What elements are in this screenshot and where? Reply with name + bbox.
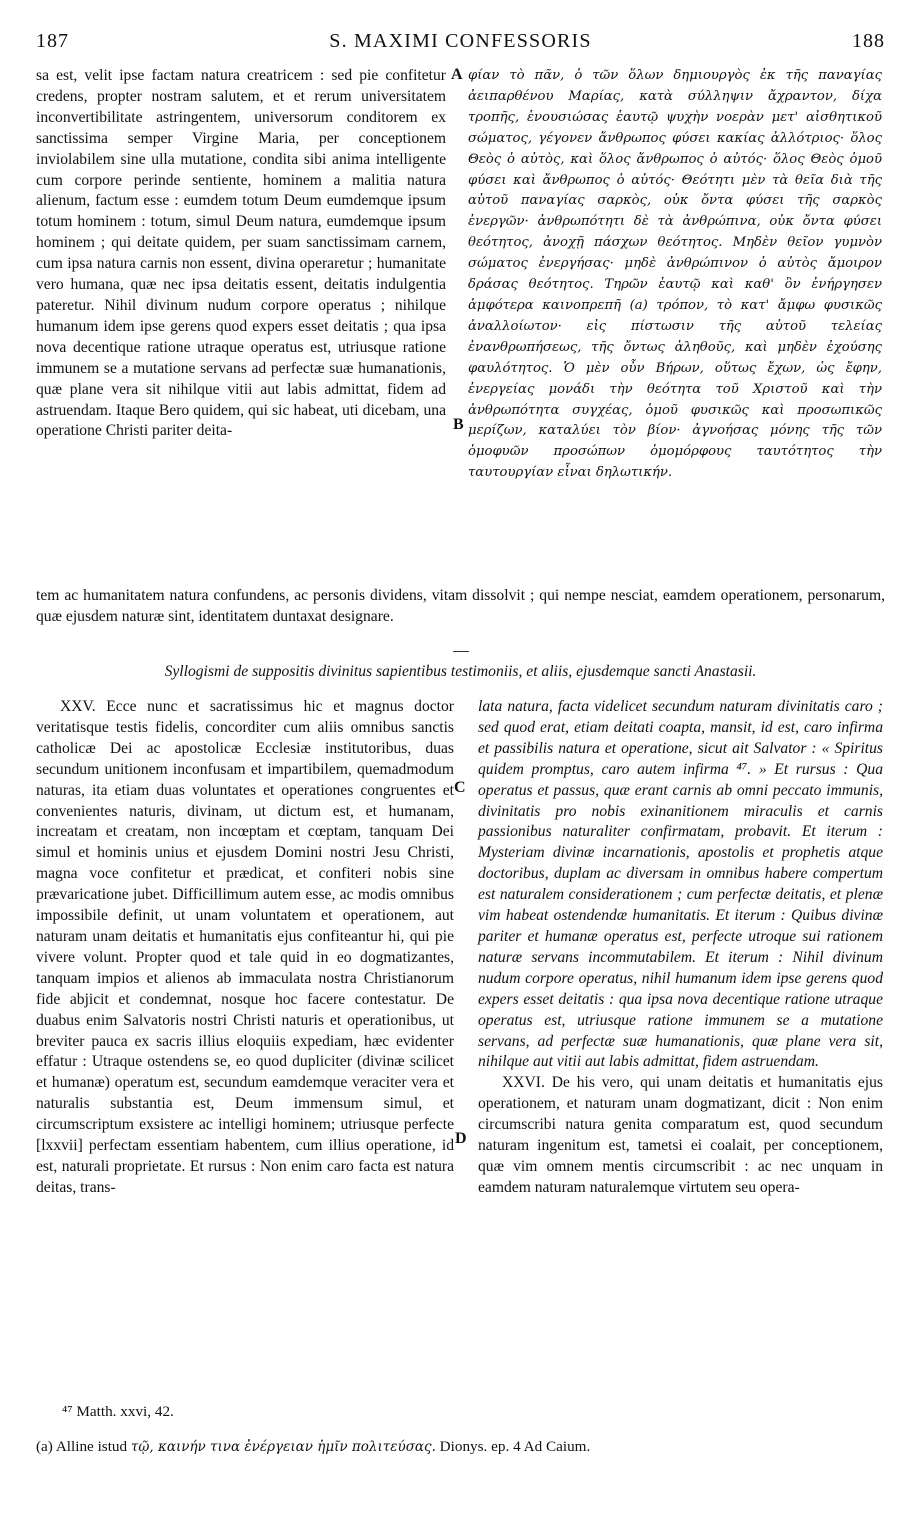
margin-marker-b: B xyxy=(453,416,464,433)
greek-column-top xyxy=(468,66,882,484)
footnote-a-prefix: (a) Alline istud xyxy=(36,1438,128,1455)
lower-left-column xyxy=(36,697,454,1199)
paragraph-xxv-continued: lata natura, facta videlicet secundum naturam divinitatis caro ; sed quod erat, etiam deitati coapta, mansit, id est, caro infirma et passibilis natura et operatione, sicut ait Salvator : « Spiritus quidem promptus, caro autem infirma ⁴⁷. » Et rursus : Qua operatus et passus, quæ erant carnis ab omni peccato immunis, divinitatis pro nobis exinanitionem miraculis et carnis passionibus naturaliter confirmatam, probavit. Et iterum : Mysteriam divinæ incarnationis, apostolis et prophetis atque doctoribus, duplam ac diversam in omnibus habere compertum est naturalem considerationem ; cum perfectæ deitatis, et plenæ vim habeat ostendendæ humanitatis. Et iterum : Quibus divinæ pariter et humanæ operatus est, perfecte utroque sui rationem naturæ servans incommutabilem. Et iterum : Nihil divinum nudum corpore operatus, nihil humanum idem ipse gerens quod expers esset deitatis : qua ipsa nova decentique ratione utraque operatus est, utriusque ratione immunem se a mutatione servans, ad perfectæ suæ humanationis, quæ plane vera sit, nihilque aut vitii aut labis admittat, fidem astruendam. xyxy=(478,698,883,1071)
section-heading: Syllogismi de suppositis divinitus sapientibus testimoniis, et aliis, ejusdemque sancti Anastasii. xyxy=(164,663,757,680)
latin-column-top xyxy=(36,66,446,442)
page-header xyxy=(36,30,885,64)
left-page-number: 187 xyxy=(36,30,69,52)
greek-paragraph: φίαν τὸ πᾶν, ὁ τῶν ὅλων δημιουργὸς ἐκ τῆς παναγίας ἀειπαρθένου Μαρίας, κατὰ σύλληψιν ἄχραντον, δίχα τροπῆς, ἑνουσιώσας ἑαυτῷ ψυχὴν νοερὰν μετ' αἰσθητικοῦ σώματος, γέγονεν ἄνθρωπος φύσει κακίας ἀλλότριος· ὅλος Θεὸς ὁ αὐτὸς, καὶ ὅλος ἄνθρωπος ὁ αὐτός· ὅλος Θεὸς ὁμοῦ φύσει καὶ ἄνθρωπος ὁ αὐτός· Θεότητι μὲν τὰ θεῖα διὰ τῆς αὐτοῦ παναγίας σαρκὸς, οὐκ ὄντα φύσει τῆς σαρκὸς ἐνεργῶν· ἀνθρωπότητι δὲ τὰ ἀνθρώπινα, οὐκ ὄντα φύσει θεότητος, ἀνοχῇ πάσχων θεότητος. Μηδὲν θεῖον γυμνὸν σώματος ἐνεργήσας· μηδὲ ἀνθρώπινον ὁ αὐτὸς ἄμοιρον δράσας θεότητος. Τηρῶν ἑαυτῷ καὶ καθ' ὃν ἐνήργησεν ἀμφότερα καινοπρεπῆ (a) τρόπον, τὸ κατ' ἄμφω φυσικῶς ἀναλλοίωτον· εἰς πίστωσιν τῆς αὐτοῦ τελείας ἐνανθρωπήσεως, τῆς ὄντως ἀληθοῦς, καὶ μηδὲν ἐχούσης φαυλότητος. Ὁ μὲν οὖν Βήρων, οὕτως ἔχων, ὡς ἔφην, ἐνεργείας μονάδι τὴν θεότητα τοῦ Χριστοῦ καὶ τὴν ἀνθρωπότητα συγχέας, ὁμοῦ φυσικῶς καὶ προσωπικῶς μερίζων, καταλύει τὸν βίον· ἀγνοήσας μόνης τῆς τῶν ὁμοφυῶν προσώπων ὁμομόρφους ταυτότητος τὴν ταυτουργίαν εἶναι δηλωτικήν. xyxy=(468,68,882,481)
margin-marker-d: D xyxy=(455,1130,467,1147)
footnote-a-greek: τῷ, καινήν τινα ἐνέργειαν ἡμῖν πολιτεύσας. xyxy=(130,1439,436,1455)
section-divider xyxy=(453,651,469,652)
latin-paragraph: sa est, velit ipse factam natura creatricem : sed pie confitetur credens, propter nostram salutem, et et rerum universitatem inconvertibilitate astringentem, universorum conditorem ex sanctissima semper Virgine Maria, per conceptionem inviolabilem sine ulla mutatione, condita sibi anima intelligente cum corpore perinde sentiente, hominem a malitia natura alienum, factum esse : eumdem totum Deum eumdemque ipsum totum hominem : totum, simul Deum natura, eumdemque ipsum hominem ; qui deitate quidem, per suam sanctissimam carnem, cum ipsa natura carnis non essent, divina operaretur ; humanitate vero humana, quæ nec ipsa deitatis essent, deitatis indulgentia pateretur. Nihil divinum nudum corpore operatus ; nihilque humanum idem ipse gerens quod expers esset deitatis ; qua ipsa nova decentique ratione utraque operatus est, utriusque ratione immunem se a mutatione servans ad perfectæ suæ humanationis, quæ plane vera sit nihilque vitii aut labis admittat, fidem ad astruendam. Itaque Bero quidem, qui sic habeat, uti dicebam, una operatione Christi pariter deita- xyxy=(36,67,446,440)
right-page-number: 188 xyxy=(852,30,885,52)
full-width-continuation: tem ac humanitatem natura confundens, ac personis dividens, vitam dissolvit ; qui nempe nesciat, eamdem operationem, personarum, quæ ejusdem naturæ sint, identitatem duntaxat designare. xyxy=(36,587,885,625)
footnote-a xyxy=(36,1438,590,1456)
margin-marker-c: C xyxy=(454,779,466,796)
paragraph-xxv: XXV. Ecce nunc et sacratissimus hic et magnus doctor veritatisque testis fidelis, concorditer cum aliis omnibus sanctis catholicæ Dei ac apostolicæ Ecclesiæ institutoribus, duas secundum unitionem inconfusam et impartibilem, quemadmodum naturas, ita etiam duas voluntates et operationes congruentes et convenientes naturis, divinam, ut dictum est, et humanam, increatam et creatam, non incœptam et cœptam, tanquam Dei simul et hominis unius et ejusdem Domini nostri Jesu Christi, magna voce confitetur et prædicat, et confiteri nobis sine prævaricatione jubet. Difficillimum autem esse, ac modis omnibus impossibile definit, ut unam voluntatem et operationem, aut naturam unam deitatis et humanitatis ejus confiteantur hi, qui pie vivere volunt. Propter quod et tale quid in eo dogmatizantes, tanquam impios et alienos ab immaculata nostra Christianorum fide abjicit et condemnat, nosque hoc facere contestatur. De duabus enim Salvatoris nostri Christi naturis et operationibus, ut breviter pauca ex sacris illius eloquiis expediam, hæc evidenter effatur : Utraque ostendens se, eo quod dupliciter (divinæ scilicet et humanæ) operatum est, secundum eamdemque veraciter vera et naturalis substantia est, Deum immensum simul, et circumscriptum exsistere ac intelligi hominem; utriusque perfecte [lxxvii] perfectam essentiam habentem, cum illius operatione, id est, naturali proprietate. Et rursus : Non enim caro facta est natura deitas, trans- xyxy=(36,698,454,1196)
margin-marker-a: A xyxy=(451,66,463,83)
paragraph-xxvi: XXVI. De his vero, qui unam deitatis et humanitatis ejus operationem, et naturam unam dogmatizant, dicit : Non enim circumscribi natura genita comparatum est, quod secundum naturam ingenitum est, tametsi ei coalait, per conceptionem, quæ vim omnem mentis circumscribit : ac nec unquam in eamdem naturam naturalemque virtutem seu opera- xyxy=(478,1074,883,1196)
running-title: S. MAXIMI CONFESSORIS xyxy=(329,30,592,52)
lower-right-column xyxy=(478,697,883,1199)
footnote-a-suffix: Dionys. ep. 4 Ad Caium. xyxy=(439,1438,591,1455)
footnote-47: ⁴⁷ Matth. xxvi, 42. xyxy=(62,1403,174,1420)
